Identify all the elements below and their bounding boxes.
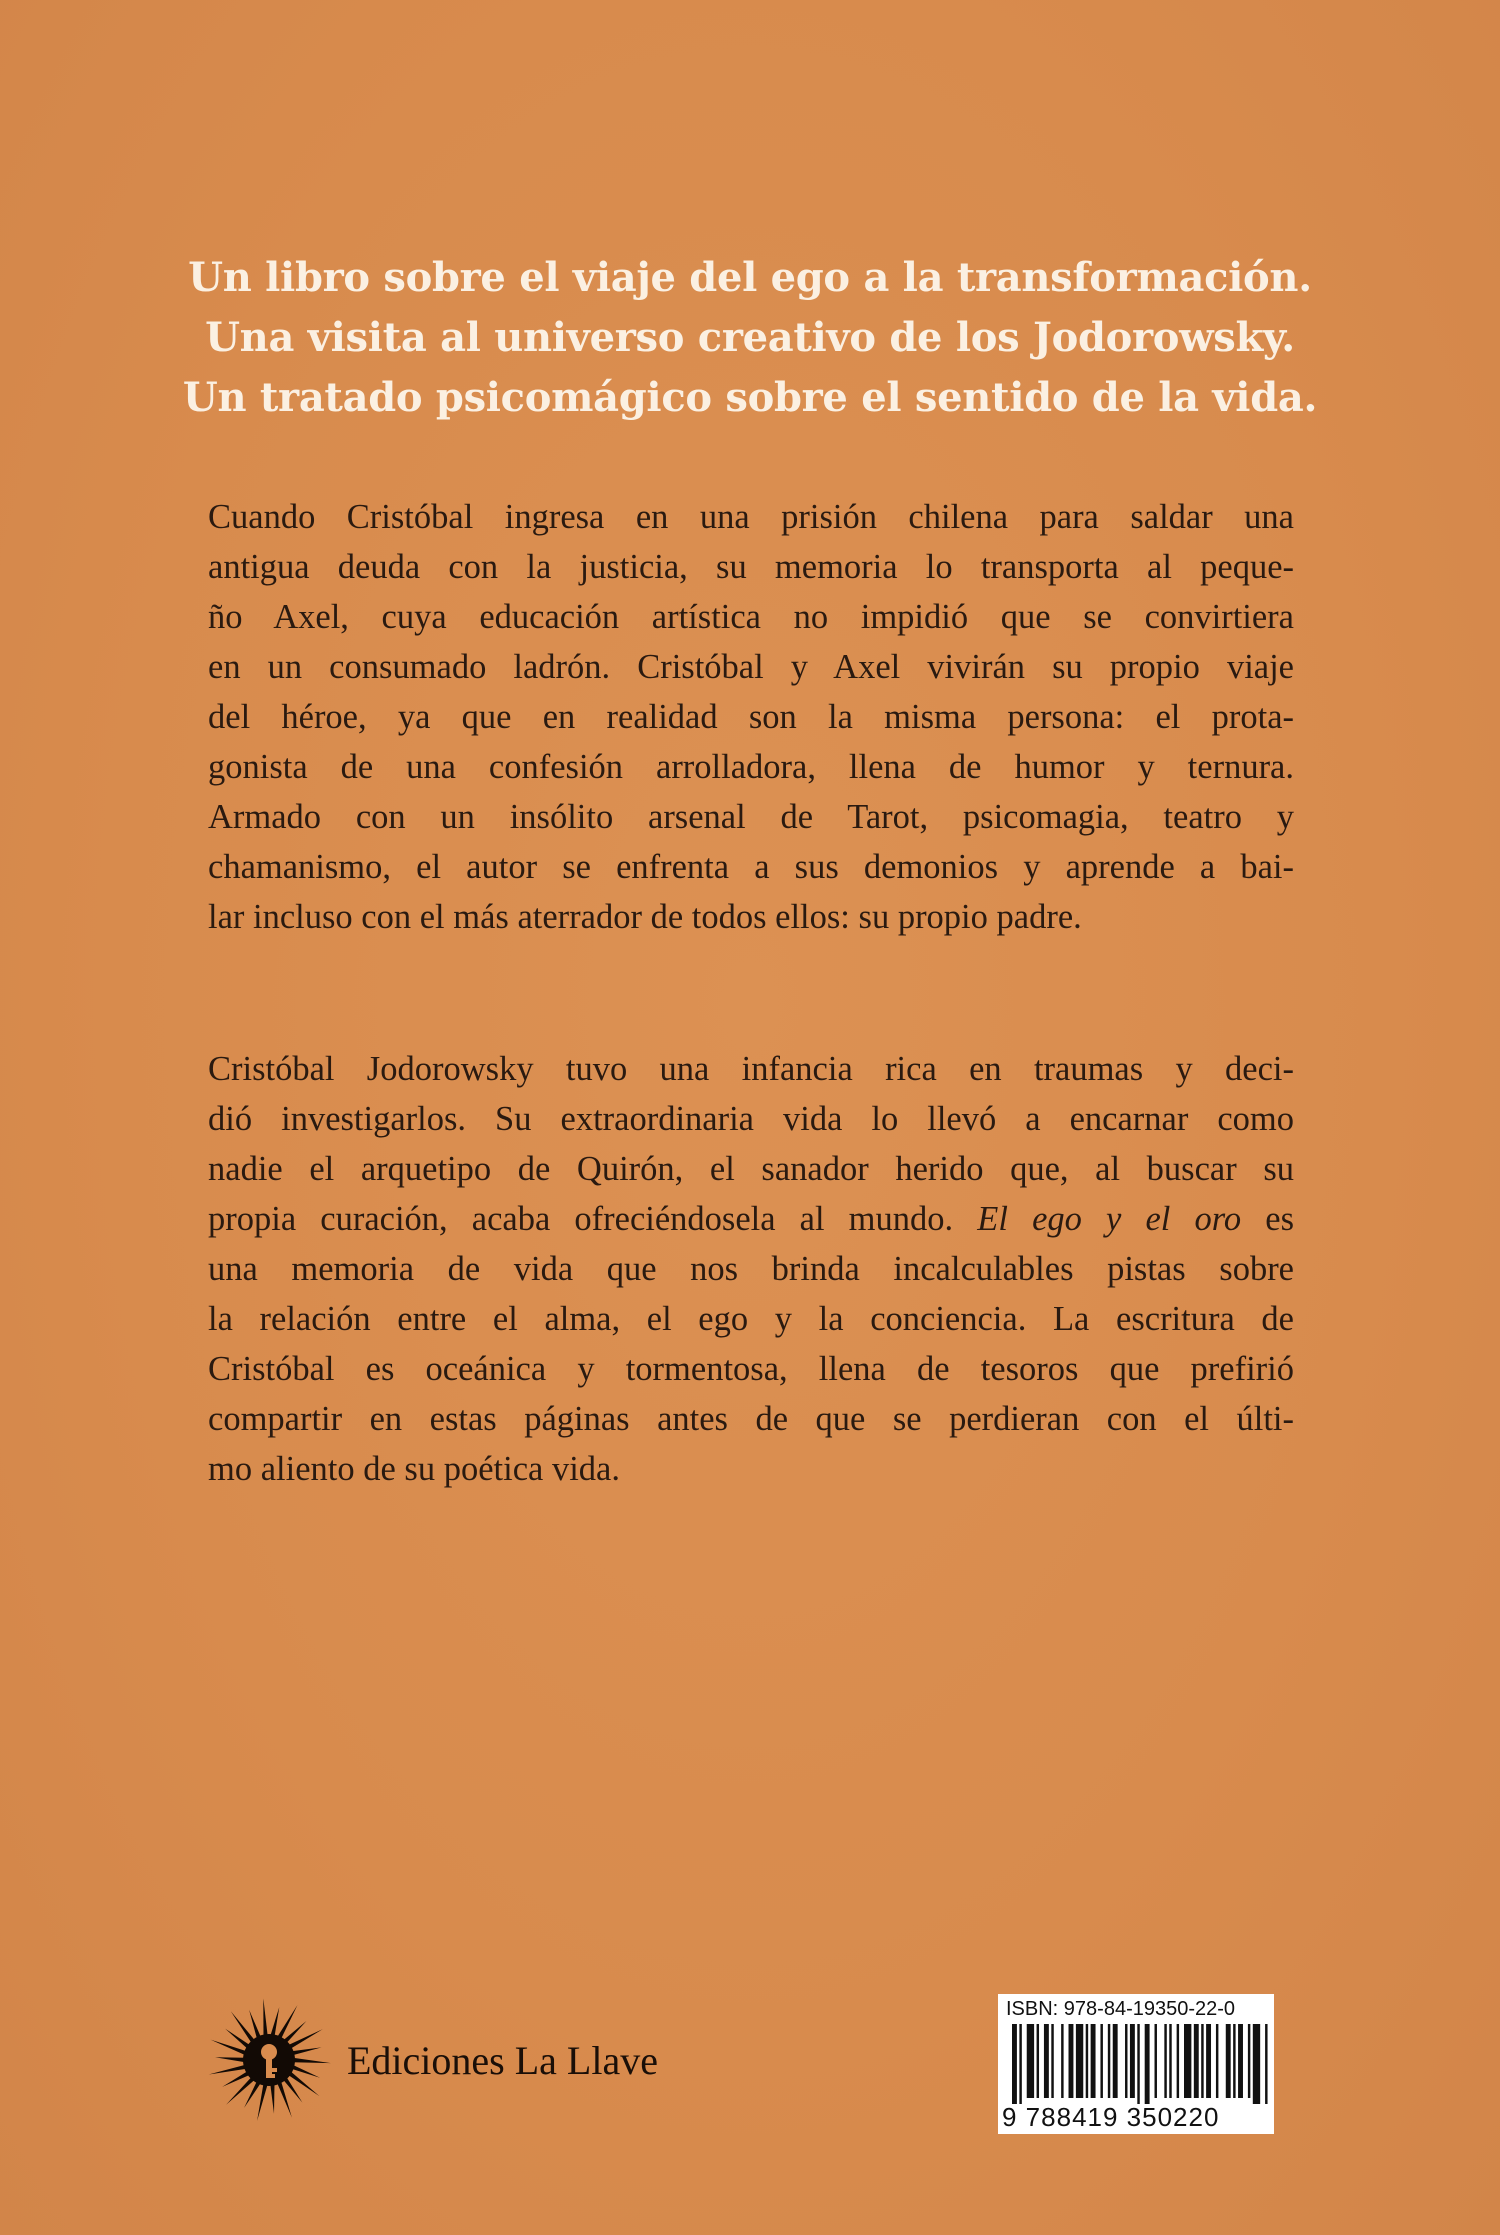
publisher-name: Ediciones La Llave (347, 2037, 658, 2083)
text-line: gonista de una confesión arrolladora, llena de humor y ternura. (208, 748, 1294, 786)
book-title: El ego y el oro (977, 1200, 1242, 1238)
text-line: Cristóbal Jodorowsky tuvo una infancia rica en traumas y deci- (208, 1050, 1294, 1088)
text-line: lar incluso con el más aterrador de todos ellos: su propio padre. (208, 898, 1082, 936)
text-line: nadie el arquetipo de Quirón, el sanador herido que, al buscar su (208, 1150, 1294, 1188)
tagline-line: Un tratado psicomágico sobre el sentido de la vida. (182, 374, 1318, 421)
isbn-label: ISBN: 978-84-19350-22-0 (1006, 1998, 1236, 2020)
text-line: mo aliento de su poética vida. (208, 1450, 620, 1488)
text-line: la relación entre el alma, el ego y la conciencia. La escritura de (208, 1300, 1294, 1338)
text-line: Armado con un insólito arsenal de Tarot, psicomagia, teatro y (208, 798, 1294, 836)
sun-key-logo-icon (205, 1996, 333, 2124)
tagline (0, 248, 1500, 428)
text-line: una memoria de vida que nos brinda incalculables pistas sobre (208, 1250, 1294, 1288)
text-line: compartir en estas páginas antes de que se perdieran con el últi- (208, 1400, 1294, 1438)
text-line: antigua deuda con la justicia, su memoria lo transporta al peque- (208, 548, 1294, 586)
publisher-block (205, 1995, 658, 2125)
barcode (998, 1994, 1274, 2134)
text-segment: es (1241, 1200, 1294, 1238)
text-line: del héroe, ya que en realidad son la misma persona: el prota- (208, 698, 1294, 736)
tagline-line: Un libro sobre el viaje del ego a la transformación. (188, 254, 1312, 301)
text-line: Cristóbal es oceánica y tormentosa, llena de tesoros que prefirió (208, 1350, 1294, 1388)
text-segment: propia curación, acaba ofreciéndosela al mundo. (208, 1200, 978, 1238)
text-line: en un consumado ladrón. Cristóbal y Axel vivirán su propio viaje (208, 648, 1294, 686)
text-line: Cuando Cristóbal ingresa en una prisión chilena para saldar una (208, 498, 1294, 536)
tagline-line: Una visita al universo creativo de los Jodorowsky. (205, 314, 1295, 361)
text-line: chamanismo, el autor se enfrenta a sus demonios y aprende a bai- (208, 848, 1294, 886)
barcode-bars (1012, 2024, 1270, 2104)
text-line: ño Axel, cuya educación artística no impidió que se convirtiera (208, 598, 1294, 636)
barcode-digits: 9 788419 350220 (1002, 2102, 1220, 2132)
text-line (208, 1194, 1294, 1244)
synopsis-paragraph (208, 492, 1294, 942)
text-line: dió investigarlos. Su extraordinaria vida lo llevó a encarnar como (208, 1100, 1294, 1138)
author-paragraph (208, 1044, 1294, 1494)
